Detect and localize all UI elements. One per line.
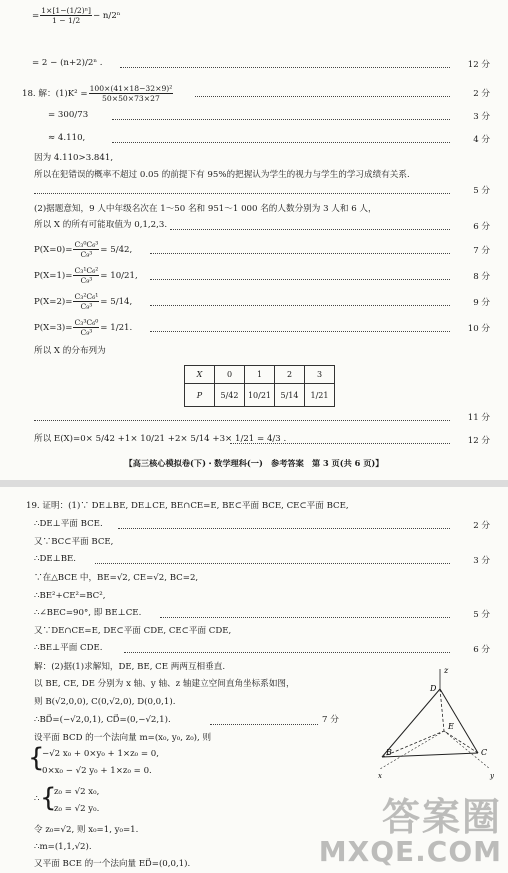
s19-l13: ∴BD⃗=(−√2,0,1), CD⃗=(0,−√2,1). — [34, 715, 171, 725]
table-row — [185, 384, 335, 407]
s19-l2: ∴DE⊥平面 BCE. — [34, 519, 103, 529]
table-cell: 10/21 — [245, 384, 275, 407]
score-mark: 7 分 — [473, 246, 490, 256]
s19-l11: 以 BE, CE, DE 分别为 x 轴、y 轴、z 轴建立空间直角坐标系如图， — [34, 679, 295, 689]
s18-p2: P(X=2)= $\frac{\text{C₃²C₆¹}}{\text{C₉³}}$ = 5/14, — [34, 292, 133, 311]
s19-l15: ∴ — [34, 794, 40, 804]
s19-l6: ∴BE²+CE²=BC², — [34, 591, 106, 601]
edge-dc — [440, 689, 478, 753]
brace-symbol: { — [28, 743, 45, 773]
table-row — [185, 366, 335, 384]
leader-dots — [95, 563, 450, 564]
leader-dots — [150, 279, 450, 280]
leader-dots — [210, 724, 318, 725]
score-mark: 2 分 — [473, 521, 490, 531]
score-mark: 5 分 — [473, 610, 490, 620]
table-cell: 5/42 — [215, 384, 245, 407]
score-mark: 7 分 — [322, 715, 339, 725]
s18-expectation: 所以 E(X)=0× 5/42 +1× 10/21 +2× 5/14 +3× 1/21 = 4/3 . — [34, 434, 287, 444]
leader-dots — [112, 119, 450, 120]
s18-values: 所以 X 的所有可能取值为 0,1,2,3. — [34, 220, 168, 230]
table-cell: P — [185, 384, 215, 407]
s19-l14: 设平面 BCD 的一个法向量 m=(x₀, y₀, z₀), 则 — [34, 733, 212, 743]
s18-k2-formula: 18. 解：(1)K² = $\frac{\text{100×(41×18−32×9)²}}{50\times 50\times 73\times 27}$ — [22, 84, 173, 103]
leader-dots — [160, 617, 450, 618]
score-mark: 2 分 — [473, 89, 490, 99]
edge-bc — [382, 753, 478, 757]
leader-dots — [34, 193, 450, 194]
label-x: x — [378, 772, 382, 780]
s17-fraction-line: = $\frac{\text{1×[1−(1/2)ⁿ]}}{1 - 1/2}$ − n/2ⁿ — [32, 6, 121, 25]
s19-l1: 19. 证明：(1)∵ DE⊥BE, DE⊥CE, BE∩CE=E, BE⊂平面 BCE, CE⊂平面 BCE, — [26, 501, 349, 511]
score-mark: 5 分 — [473, 186, 490, 196]
s19-l5: ∵在△BCE 中，BE=√2, CE=√2, BC=2, — [34, 573, 199, 583]
score-mark: 4 分 — [473, 135, 490, 145]
leader-dots — [124, 652, 450, 653]
score-mark: 3 分 — [473, 112, 490, 122]
s19-l8: 又∵DE∩CE=E, DE⊂平面 CDE, CE⊂平面 CDE, — [34, 626, 232, 636]
s18-dist-intro: 所以 X 的分布列为 — [34, 346, 106, 356]
s19-sys1a: −√2 x₀ + 0×y₀ + 1×z₀ = 0, — [42, 749, 159, 759]
score-mark: 6 分 — [473, 645, 490, 655]
edge-db — [382, 689, 440, 757]
table-cell: X — [185, 366, 215, 384]
leader-dots — [195, 96, 450, 97]
s19-l17: ∴m=(1,1,√2). — [34, 842, 92, 852]
watermark-logo: 答案圈 MXQE.COM — [318, 795, 502, 868]
page-footer: 【高三核心模拟卷(下)・数学理科(一) 参考答案 第 3 页(共 6 页)】 — [124, 458, 384, 468]
leader-dots — [170, 229, 450, 230]
score-mark: 9 分 — [473, 298, 490, 308]
label-d: D — [430, 684, 437, 693]
s19-l3: 又∵BC⊂平面 BCE, — [34, 537, 114, 547]
score-mark: 3 分 — [473, 556, 490, 566]
answer-page-4 — [0, 487, 508, 873]
edge-ce — [444, 731, 478, 753]
s19-l10: 解：(2)据(1)求解知，DE, BE, CE 两两互相垂直. — [34, 662, 226, 672]
s19-l4: ∴DE⊥BE. — [34, 554, 77, 564]
score-mark: 10 分 — [467, 324, 490, 334]
table-cell: 0 — [215, 366, 245, 384]
leader-dots — [118, 528, 450, 529]
s19-l18: 又平面 BCE 的一个法向量 ED⃗=(0,0,1). — [34, 859, 191, 869]
s18-p0: P(X=0)= $\frac{\text{C₃⁰C₆³}}{\text{C₉³}}$ = 5/42, — [34, 240, 133, 259]
s19-sys2a: z₀ = √2 x₀, — [54, 787, 100, 797]
s19-l12: 则 B(√2,0,0), C(0,√2,0), D(0,0,1). — [34, 697, 176, 707]
s19-l7: ∴∠BEC=90°, 即 BE⊥CE. — [34, 608, 142, 618]
leader-dots — [112, 142, 450, 143]
table-cell: 3 — [305, 366, 335, 384]
table-cell: 1/21 — [305, 384, 335, 407]
s18-p3: P(X=3)= $\frac{\text{C₃³C₆⁰}}{\text{C₉³}}$ = 1/21. — [34, 318, 133, 337]
s17-result: = 2 − (n+2)/2ⁿ . — [32, 58, 103, 68]
label-b: B — [386, 748, 392, 757]
score-mark: 6 分 — [473, 222, 490, 232]
table-cell: 2 — [275, 366, 305, 384]
s19-sys1b: 0×x₀ − √2 y₀ + 1×z₀ = 0. — [42, 766, 152, 776]
s19-l9: ∴BE⊥平面 CDE. — [34, 643, 103, 653]
s18-k2-eq2: = 300/73 — [48, 110, 89, 120]
label-z: z — [444, 666, 449, 675]
score-mark: 8 分 — [473, 272, 490, 282]
distribution-table — [184, 365, 335, 407]
s18-conclusion: 所以在犯错误的概率不超过 0.05 的前提下有 95%的把握认为学生的视力与学生的学习成绩有关系. — [34, 170, 410, 180]
leader-dots — [150, 253, 450, 254]
leader-dots — [150, 331, 450, 332]
s19-sys2b: z₀ = √2 y₀. — [54, 804, 100, 814]
score-mark: 11 分 — [467, 413, 490, 423]
leader-dots — [120, 67, 450, 68]
label-c: C — [481, 748, 488, 757]
leader-dots — [230, 443, 450, 444]
score-mark: 12 分 — [467, 436, 490, 446]
table-cell: 1 — [245, 366, 275, 384]
leader-dots — [34, 420, 450, 421]
table-cell: 5/14 — [275, 384, 305, 407]
score-mark: 12 分 — [467, 60, 490, 70]
s18-part2: (2)据题意知，9 人中年级名次在 1～50 名和 951～1 000 名的人数分别为 3 人和 6 人， — [34, 204, 377, 214]
s19-l16: 令 z₀=√2, 则 x₀=1, y₀=1. — [34, 825, 139, 835]
s18-because: 因为 4.110>3.841, — [34, 153, 114, 163]
tetrahedron-figure — [378, 665, 500, 781]
label-y: y — [490, 772, 494, 780]
s18-k2-eq3: ≈ 4.110, — [48, 133, 86, 143]
label-e: E — [448, 722, 454, 731]
leader-dots — [150, 305, 450, 306]
brace-symbol: { — [40, 783, 57, 813]
s18-p1: P(X=1)= $\frac{\text{C₃¹C₆²}}{\text{C₉³}}$ = 10/21, — [34, 266, 138, 285]
